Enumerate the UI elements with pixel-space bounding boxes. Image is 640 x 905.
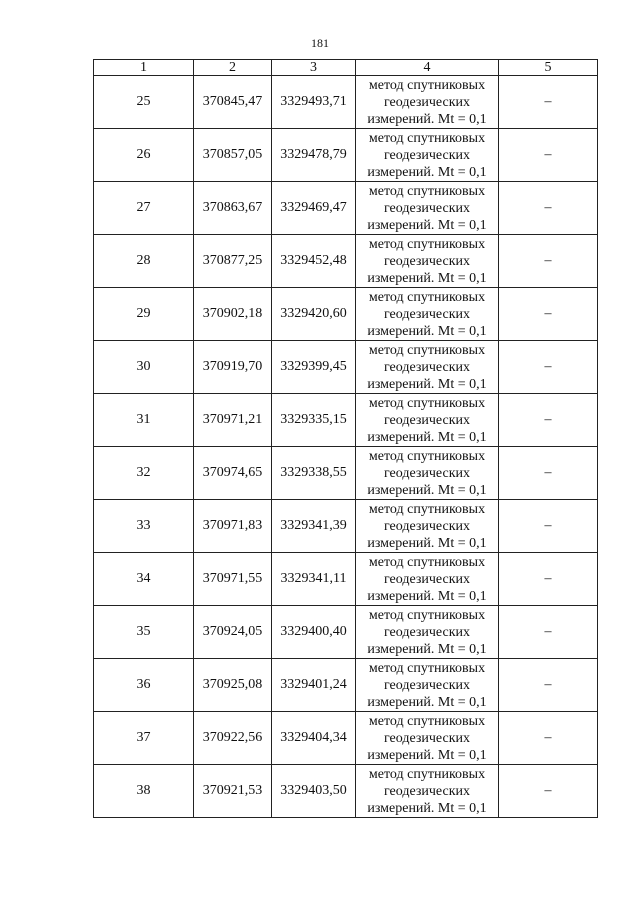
point-number-cell: 38	[94, 765, 194, 818]
method-cell	[356, 288, 499, 341]
note-cell: –	[499, 182, 598, 235]
method-line: метод спутниковых	[368, 77, 486, 93]
x-coordinate-cell: 370971,21	[194, 394, 272, 447]
method-line: измерений. Mt = 0,1	[367, 376, 487, 392]
table-row	[94, 447, 598, 500]
x-coordinate-cell: 370902,18	[194, 288, 272, 341]
y-coordinate-cell: 3329404,34	[272, 712, 356, 765]
x-coordinate-cell: 370877,25	[194, 235, 272, 288]
table-row	[94, 76, 598, 129]
method-line: геодезических	[383, 94, 470, 110]
note-cell: –	[499, 394, 598, 447]
table-row	[94, 553, 598, 606]
table-row	[94, 394, 598, 447]
table-row	[94, 606, 598, 659]
table-row	[94, 500, 598, 553]
method-cell	[356, 182, 499, 235]
table-row	[94, 765, 598, 818]
method-line: измерений. Mt = 0,1	[367, 270, 487, 286]
x-coordinate-cell: 370925,08	[194, 659, 272, 712]
table-row	[94, 288, 598, 341]
table-row	[94, 341, 598, 394]
method-line: геодезических	[383, 200, 470, 216]
method-line: измерений. Mt = 0,1	[367, 747, 487, 763]
header-col-3: 3	[272, 60, 356, 76]
method-line: метод спутниковых	[368, 713, 486, 729]
y-coordinate-cell: 3329338,55	[272, 447, 356, 500]
method-line: измерений. Mt = 0,1	[367, 482, 487, 498]
y-coordinate-cell: 3329335,15	[272, 394, 356, 447]
method-line: геодезических	[383, 783, 470, 799]
method-cell	[356, 129, 499, 182]
method-cell	[356, 235, 499, 288]
point-number-cell: 26	[94, 129, 194, 182]
point-number-cell: 34	[94, 553, 194, 606]
point-number-cell: 27	[94, 182, 194, 235]
y-coordinate-cell: 3329341,11	[272, 553, 356, 606]
method-line: измерений. Mt = 0,1	[367, 429, 487, 445]
method-line: геодезических	[383, 730, 470, 746]
method-line: геодезических	[383, 571, 470, 587]
method-line: метод спутниковых	[368, 236, 486, 252]
x-coordinate-cell: 370922,56	[194, 712, 272, 765]
method-line: геодезических	[383, 253, 470, 269]
method-line: измерений. Mt = 0,1	[367, 164, 487, 180]
y-coordinate-cell: 3329469,47	[272, 182, 356, 235]
method-line: метод спутниковых	[368, 501, 486, 517]
method-line: метод спутниковых	[368, 183, 486, 199]
method-cell	[356, 712, 499, 765]
method-cell	[356, 447, 499, 500]
table-row	[94, 659, 598, 712]
y-coordinate-cell: 3329478,79	[272, 129, 356, 182]
header-col-2: 2	[194, 60, 272, 76]
point-number-cell: 30	[94, 341, 194, 394]
method-line: метод спутниковых	[368, 342, 486, 358]
note-cell: –	[499, 500, 598, 553]
method-cell	[356, 659, 499, 712]
table-header-row	[94, 60, 598, 76]
table-row	[94, 712, 598, 765]
point-number-cell: 32	[94, 447, 194, 500]
method-line: метод спутниковых	[368, 289, 486, 305]
point-number-cell: 35	[94, 606, 194, 659]
note-cell: –	[499, 235, 598, 288]
method-line: измерений. Mt = 0,1	[367, 588, 487, 604]
header-col-1: 1	[94, 60, 194, 76]
note-cell: –	[499, 129, 598, 182]
y-coordinate-cell: 3329452,48	[272, 235, 356, 288]
note-cell: –	[499, 447, 598, 500]
method-line: измерений. Mt = 0,1	[367, 535, 487, 551]
method-line: геодезических	[383, 306, 470, 322]
method-cell	[356, 341, 499, 394]
method-cell	[356, 76, 499, 129]
x-coordinate-cell: 370845,47	[194, 76, 272, 129]
method-cell	[356, 606, 499, 659]
x-coordinate-cell: 370924,05	[194, 606, 272, 659]
method-line: измерений. Mt = 0,1	[367, 641, 487, 657]
note-cell: –	[499, 659, 598, 712]
method-line: метод спутниковых	[368, 766, 486, 782]
method-line: метод спутниковых	[368, 607, 486, 623]
method-line: геодезических	[383, 412, 470, 428]
method-cell	[356, 765, 499, 818]
note-cell: –	[499, 712, 598, 765]
x-coordinate-cell: 370919,70	[194, 341, 272, 394]
coordinates-table	[93, 59, 598, 818]
point-number-cell: 36	[94, 659, 194, 712]
method-cell	[356, 553, 499, 606]
method-cell	[356, 394, 499, 447]
note-cell: –	[499, 76, 598, 129]
table-row	[94, 235, 598, 288]
method-cell	[356, 500, 499, 553]
method-line: геодезических	[383, 465, 470, 481]
method-line: измерений. Mt = 0,1	[367, 694, 487, 710]
x-coordinate-cell: 370863,67	[194, 182, 272, 235]
y-coordinate-cell: 3329400,40	[272, 606, 356, 659]
table-row	[94, 182, 598, 235]
table-body	[94, 76, 598, 818]
y-coordinate-cell: 3329401,24	[272, 659, 356, 712]
method-line: метод спутниковых	[368, 395, 486, 411]
point-number-cell: 33	[94, 500, 194, 553]
method-line: метод спутниковых	[368, 660, 486, 676]
method-line: геодезических	[383, 624, 470, 640]
method-line: измерений. Mt = 0,1	[367, 111, 487, 127]
header-col-4: 4	[356, 60, 499, 76]
method-line: измерений. Mt = 0,1	[367, 217, 487, 233]
point-number-cell: 29	[94, 288, 194, 341]
y-coordinate-cell: 3329399,45	[272, 341, 356, 394]
method-line: измерений. Mt = 0,1	[367, 323, 487, 339]
y-coordinate-cell: 3329341,39	[272, 500, 356, 553]
method-line: геодезических	[383, 359, 470, 375]
note-cell: –	[499, 606, 598, 659]
method-line: измерений. Mt = 0,1	[367, 800, 487, 816]
x-coordinate-cell: 370971,55	[194, 553, 272, 606]
y-coordinate-cell: 3329420,60	[272, 288, 356, 341]
method-line: метод спутниковых	[368, 554, 486, 570]
page-number: 181	[311, 36, 329, 50]
table-row	[94, 129, 598, 182]
method-line: геодезических	[383, 677, 470, 693]
point-number-cell: 37	[94, 712, 194, 765]
header-col-5: 5	[499, 60, 598, 76]
point-number-cell: 28	[94, 235, 194, 288]
x-coordinate-cell: 370921,53	[194, 765, 272, 818]
point-number-cell: 31	[94, 394, 194, 447]
y-coordinate-cell: 3329403,50	[272, 765, 356, 818]
method-line: геодезических	[383, 518, 470, 534]
note-cell: –	[499, 341, 598, 394]
x-coordinate-cell: 370971,83	[194, 500, 272, 553]
method-line: метод спутниковых	[368, 130, 486, 146]
method-line: геодезических	[383, 147, 470, 163]
note-cell: –	[499, 288, 598, 341]
x-coordinate-cell: 370974,65	[194, 447, 272, 500]
point-number-cell: 25	[94, 76, 194, 129]
note-cell: –	[499, 553, 598, 606]
method-line: метод спутниковых	[368, 448, 486, 464]
x-coordinate-cell: 370857,05	[194, 129, 272, 182]
y-coordinate-cell: 3329493,71	[272, 76, 356, 129]
note-cell: –	[499, 765, 598, 818]
